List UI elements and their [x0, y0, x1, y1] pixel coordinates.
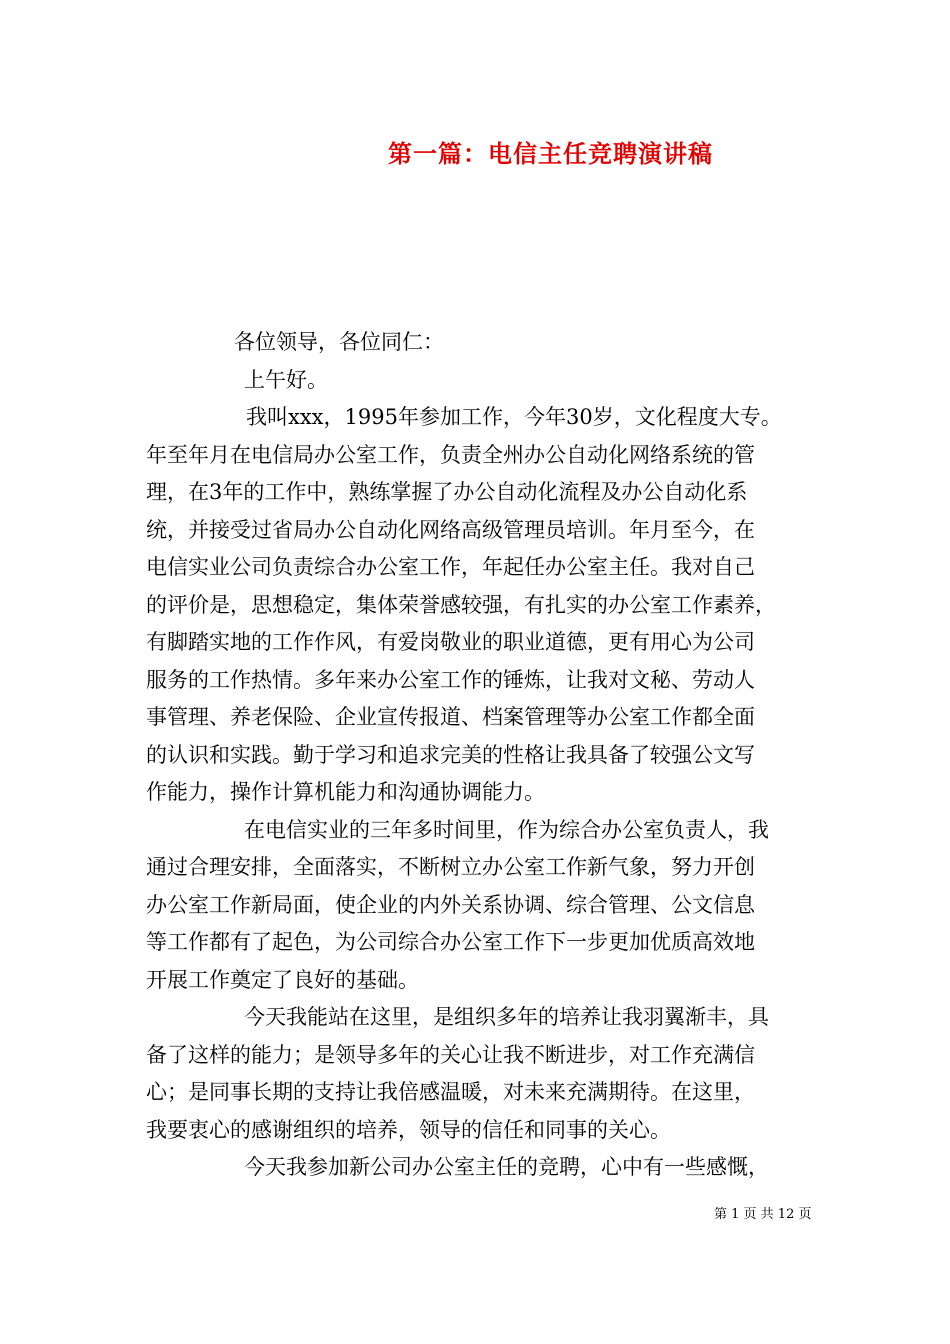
text-line: 统，并接受过省局办公自动化网络高级管理员培训。年月至今，在 [146, 517, 755, 542]
text-line: 有脚踏实地的工作作风，有爱岗敬业的职业道德，更有用心为公司 [146, 630, 755, 654]
text-line: 各位领导，各位同仁： [234, 330, 444, 354]
document-body [146, 324, 826, 1187]
text-line: 通过合理安排，全面落实，不断树立办公室工作新气象，努力开创 [146, 855, 755, 879]
text-line: 在电信实业的三年多时间里，作为综合办公室负责人，我 [244, 817, 769, 842]
text-line: 等工作都有了起色，为公司综合办公室工作下一步更加优质高效地 [146, 930, 755, 954]
text-line: 年至年月在电信局办公室工作，负责全州办公自动化网络系统的管 [146, 442, 755, 467]
text-line: 作能力，操作计算机能力和沟通协调能力。 [146, 780, 545, 804]
text-line: 我叫xxx，1995年参加工作，今年30岁，文化程度大专。 [246, 405, 782, 429]
text-line: 理，在3年的工作中，熟练掌握了办公自动化流程及办公自动化系 [146, 480, 748, 504]
text-line: 的评价是，思想稳定，集体荣誉感较强，有扎实的办公室工作素养， [146, 592, 776, 617]
text-line: 事管理、养老保险、企业宣传报道、档案管理等办公室工作都全面 [146, 705, 755, 729]
text-line: 心；是同事长期的支持让我倍感温暖，对未来充满期待。在这里， [146, 1080, 755, 1104]
document-title: 第一篇：电信主任竞聘演讲稿 [388, 139, 713, 168]
text-line: 办公室工作新局面，使企业的内外关系协调、综合管理、公文信息 [146, 892, 755, 917]
page-footer [714, 1203, 811, 1222]
page-number-label: 第 1 页 共 12 页 [714, 1207, 812, 1222]
text-line: 电信实业公司负责综合办公室工作，年起任办公室主任。我对自己 [146, 555, 755, 579]
text-line: 我要衷心的感谢组织的培养，领导的信任和同事的关心。 [146, 1117, 671, 1142]
text-line: 开展工作奠定了良好的基础。 [146, 967, 419, 992]
text-line: 今天我参加新公司办公室主任的竞聘，心中有一些感慨， [244, 1155, 769, 1179]
text-line: 上午好。 [244, 367, 328, 392]
text-line: 服务的工作热情。多年来办公室工作的锤炼，让我对文秘、劳动人 [146, 667, 755, 692]
text-line: 的认识和实践。勤于学习和追求完美的性格让我具备了较强公文写 [146, 742, 755, 767]
text-line: 备了这样的能力；是领导多年的关心让我不断进步，对工作充满信 [146, 1042, 755, 1067]
text-line: 今天我能站在这里，是组织多年的培养让我羽翼渐丰，具 [244, 1005, 769, 1029]
